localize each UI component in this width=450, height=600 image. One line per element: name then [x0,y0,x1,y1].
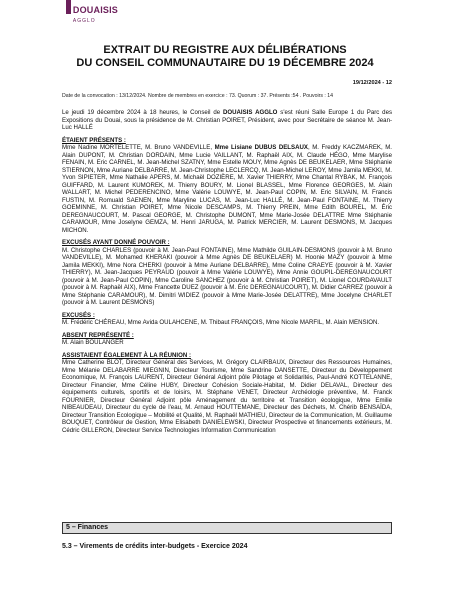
present-section [62,137,392,235]
intro-text-a: Le jeudi 19 décembre 2024 à 18 heures, le Conseil de [62,109,223,116]
absent-text: M. Alain BOULANGER [62,339,124,346]
title-line-1: EXTRAIT DU REGISTRE AUX DÉLIBÉRATIONS [103,44,347,56]
logo-sub: AGGLO [72,18,96,24]
assist-text: Mme Catherine BLOT, Directeur Général des Services, M. Grégory CLAIRBAUX, Directeur des Ressources Humaines, Mme Mélanie DELABARRE MIEGNIN, Directeur Tourisme, Mme Sandrine DANSETTE, Directeur du Développement Economique, M. François LAURENT, Directeur Général Adjoint pôle Pilotage et Solidarités, Paul-André KOTTELANNE, Directeur Financier, Mme Céline HUBY, Directeur Cohésion Sociale-Habitat, M. Didier DELAVAL, Directeur des équipements culturels, sportifs et de loisirs, M. Stéphane VENET, Directeur Archéologie préventive, M. Franck FOURNIER, Directeur Général Adjoint pôle Aménagement du territoire et Transition écologique, Mme Emilie NIBEAUDEAU, Directeur du cycle de l'eau, M. Arnaud HOUTTEMANE, Directeur des Déchets, M. Chérib BENSAÏDA, Directeur Transition Ecologique – Mobilité et Qualité, M. Raphaël MATHIEU, Directeur de la Communication, M. Guillaume BOUQUET, Contrôleur de Gestion, Mme Elisabeth DANIELEWSKI, Directeur Prospective et financements extérieurs, M. Cédric GILLERON, Directeur Service Technologies Information Communication [62,359,392,434]
intro-text-c: s'est réuni Salle Europe 1 du Parc des Expositions du Douai, sous la présidence de M. Christian POIRET, Président, avec pour Secrétaire de séance M. Jean-Luc HALLÉ [62,109,392,131]
douaisis-agglo-logo [66,0,118,22]
proxy-text: M. Christophe CHARLES (pouvoir à M. Jean-Paul FONTAINE), Mme Mathilde GUILAIN-DESMONS (pouvoir à M. Bruno VANDEVILLE), M. Mohamed KHERAKI (pouvoir à Mme Agnès DE BEUKELAER) M. Hoonie MAZY (pouvoir à Mme Jamila MEKKI), Mme Nora CHERKI (pouvoir à Mme Auriane DELBARRE), Mme Coline CRAEYE (pouvoir à M. Xavier THIERRY), M. Jean-Jacques PEYRAUD (pouvoir à Mme Valérie LOUWYE), Mme Annie GOUPIL-DEREGNAUCOURT (pouvoir à M. Jean-Paul COPIN), Mme Caroline SANCHEZ (pouvoir à M. Christian POIRET), M. Lionel COURDAVAULT (pouvoir à M. Raphaël AIX), Mme Francette DUEZ (pouvoir à M. Éric DEREGNAUCOURT), M. Didier CARREZ (pouvoir à Mme Stéphanie CARAMOUR), M. Dimitri WIDIEZ (pouvoir à Mme Marie-Josée DELATTRE), Mme Jocelyne CHARLET (pouvoir à M. Laurent DESMONS) [62,246,392,306]
excused-title: EXCUSÉS : [62,311,95,319]
excused-section [62,312,392,327]
proxy-title: EXCUSÉS AYANT DONNÉ POUVOIR : [62,239,170,246]
convocation-meta: Date de la convocation : 13/12/2024. Nombre de membres en exercice : 73. Quorum : 37. Présents :54 . Pouvoirs : 14 [62,93,334,99]
logo-name: DOUAISIS [72,5,118,15]
document-body [62,109,392,439]
present-title: ÉTAIENT PRÉSENTS : [62,136,126,144]
present-text-a: Mme Nadine MORTELETTE, M. Bruno VANDEVILLE, [62,144,215,151]
intro-org: DOUAISIS AGGLO [222,109,278,116]
absent-section [62,332,392,347]
deliberation-reference: 19/12/2024 - 12 [352,80,392,86]
intro-paragraph [62,109,392,132]
finances-section-header: 5 – Finances [62,522,392,534]
present-text-c: , M. Freddy KACZMAREK, M. Alain DUPONT, M. Christian DORDAIN, Mme Lucie VAILLANT, M. Raphaël AIX, M. Claude HÉGO, Mme Marylise FENAIN, M. Eric CARNEL, M. Jean-Michel SZATNY, Mme Estelle MOUY, Mme Agnès DE BEUKELAER, Mme Stéphanie STIERNON, Mme Auriane DELBARRE, M. Jean-Christophe LECLERCQ, M. Jean-Michel LEROY, Mme Jamila MEKKI, M. Yvon SIPIETER, Mme Nathalie APERS, M. Michaël DOZIÈRE, M. Xavier THIERRY, Mme Chantal RYBAK, M. François GUIFFARD, M. Laurent KUMOREK, M. Thierry BOURY, M. Lionel BLASSEL, Mme Florence GEORGES, M. Alain WALLART, M. Michel PEDERENCINO, Mme Valérie LOUWYE, M. Jean-Paul COPIN, M. Eric SILVAIN, M. Francis FUSTIN, M. Romuald SAENEN, Mme Maryline LUCAS, M. Jean-Luc HALLÉ, M. Jean-Paul FONTAINE, M. Thierry GOEMINNE, M. Christian POIRET, Mme Nicole DESCAMPS, M. Thierry PREIN, Mme Edith BOUREL, M. Éric DEREGNAUCOURT, M. Pascal GEORGE, M. Christophe DUMONT, Mme Marie-Josée DELATTRE Mme Stéphanie CARAMOUR, Mme Joselyne GEMZA, M. Henri JARUGA, M. Patrick MERCIER, M. Laurent DESMONS, M. Jacques MICHON. [62,144,392,234]
assist-title: ASSISTAIENT ÉGALEMENT À LA RÉUNION : [62,351,191,359]
excused-text: M. Frédéric CHÉREAU, Mme Avida OULAHCENE, M. Thibaut FRANÇOIS, Mme Nicole MARFIL, M. Alain MENSION. [62,319,380,326]
logo-mark-icon [66,0,71,14]
absent-title: ABSENT REPRÉSENTÉ : [62,331,134,339]
present-highlight: Mme Lisiane DUBUS DELSAUX [214,144,308,151]
proxy-section [62,239,392,307]
document-title [0,44,450,70]
budget-transfer-subheading: 5.3 – Virements de crédits inter-budgets - Exercice 2024 [62,543,248,550]
title-line-2: DU CONSEIL COMMUNAUTAIRE DU 19 DÉCEMBRE 2024 [76,57,374,69]
assist-section [62,352,392,435]
logo-text [73,0,118,24]
